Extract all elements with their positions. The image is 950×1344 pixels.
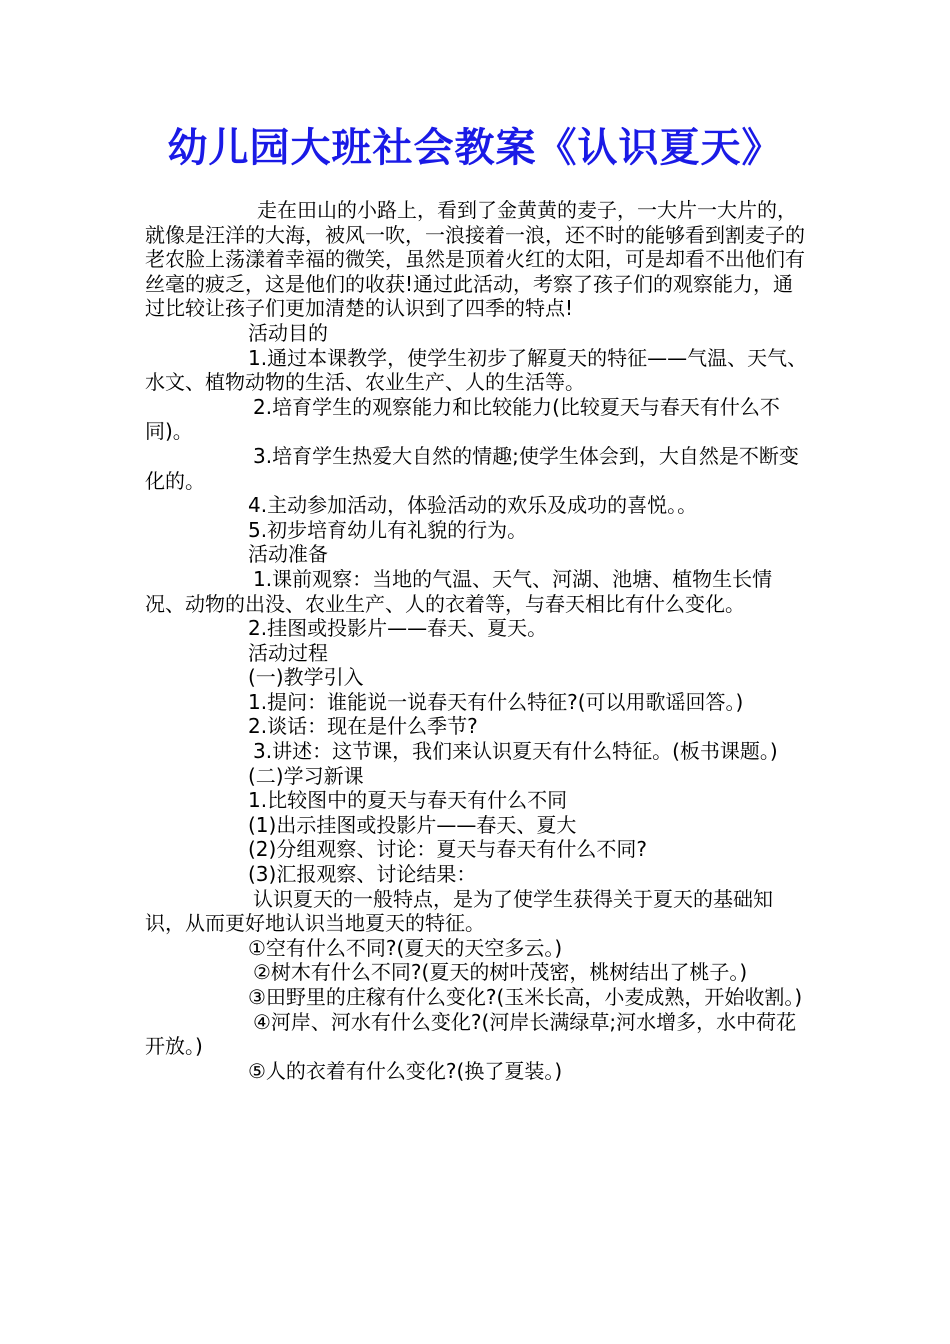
goal-item-1: 1.通过本课教学，使学生初步了解夏天的特征——气温、天气、水文、植物动物的生活、农业生产、人的生活等。 (145, 345, 808, 395)
observation-item-3: ③田野里的庄稼有什么变化?(玉米长高，小麦成熟，开始收割。) (248, 985, 803, 1009)
observation-item-1: ①空有什么不同?(夏天的天空多云。) (248, 935, 563, 960)
process-subheading-1: (一)教学引入 (248, 665, 364, 690)
process-item: 1.比较图中的夏天与春天有什么不同 (248, 788, 568, 813)
section-heading-goals: 活动目的 (248, 320, 328, 345)
preparation-item-2: 2.挂图或投影片——春天、夏天。 (248, 616, 548, 641)
process-item: 1.提问：谁能说一说春天有什么特征?(可以用歌谣回答。) (248, 689, 744, 714)
process-item: 3.讲述：这节课，我们来认识夏天有什么特征。(板书课题。) (253, 739, 778, 764)
process-item: (3)汇报观察、讨论结果： (248, 862, 477, 887)
section-heading-preparation: 活动准备 (248, 542, 328, 567)
preparation-item-1: 1.课前观察：当地的气温、天气、河湖、池塘、植物生长情况、动物的出没、农业生产、人的衣着等，与春天相比有什么变化。 (145, 566, 773, 616)
document-body (145, 198, 810, 1083)
goal-item-4: 4.主动参加活动，体验活动的欢乐及成功的喜悦。。 (248, 493, 698, 518)
document-title: 幼儿园大班社会教案《认识夏天》 (167, 124, 783, 171)
process-item: 2.谈话：现在是什么季节? (248, 714, 478, 739)
process-subheading-2: (二)学习新课 (248, 763, 364, 788)
observation-item-2: ②树木有什么不同?(夏天的树叶茂密，桃树结出了桃子。) (253, 960, 748, 985)
process-item: (2)分组观察、讨论：夏天与春天有什么不同? (248, 837, 647, 862)
process-item: (1)出示挂图或投影片——春天、夏大 (248, 812, 577, 837)
goal-item-3: 3.培育学生热爱大自然的情趣;使学生体会到，大自然是不断变化的。 (145, 443, 799, 493)
section-heading-process: 活动过程 (248, 640, 328, 665)
process-note: 认识夏天的一般特点，是为了使学生获得关于夏天的基础知识，从而更好地认识当地夏天的特征。 (145, 886, 773, 936)
observation-item-5: ⑤人的衣着有什么变化?(换了夏装。) (248, 1058, 563, 1083)
goal-item-5: 5.初步培育幼儿有礼貌的行为。 (248, 517, 528, 542)
observation-item-4: ④河岸、河水有什么变化?(河岸长满绿草;河水增多，水中荷花开放。) (145, 1009, 797, 1059)
intro-paragraph: 走在田山的小路上，看到了金黄黄的麦子，一大片一大片的，就像是汪洋的大海，被风一吹，一浪接着一浪，还不时的能够看到割麦子的老农脸上荡漾着幸福的微笑，虽然是顶着火红的太阳，可是却看不出他们有丝毫的疲乏，这是他们的收获!通过此活动，考察了孩子们的观察能力，通过比较让孩子们更加清楚的认识到了四季的特点! (145, 198, 805, 321)
goal-item-2: 2.培育学生的观察能力和比较能力(比较夏天与春天有什么不同)。 (145, 394, 780, 444)
